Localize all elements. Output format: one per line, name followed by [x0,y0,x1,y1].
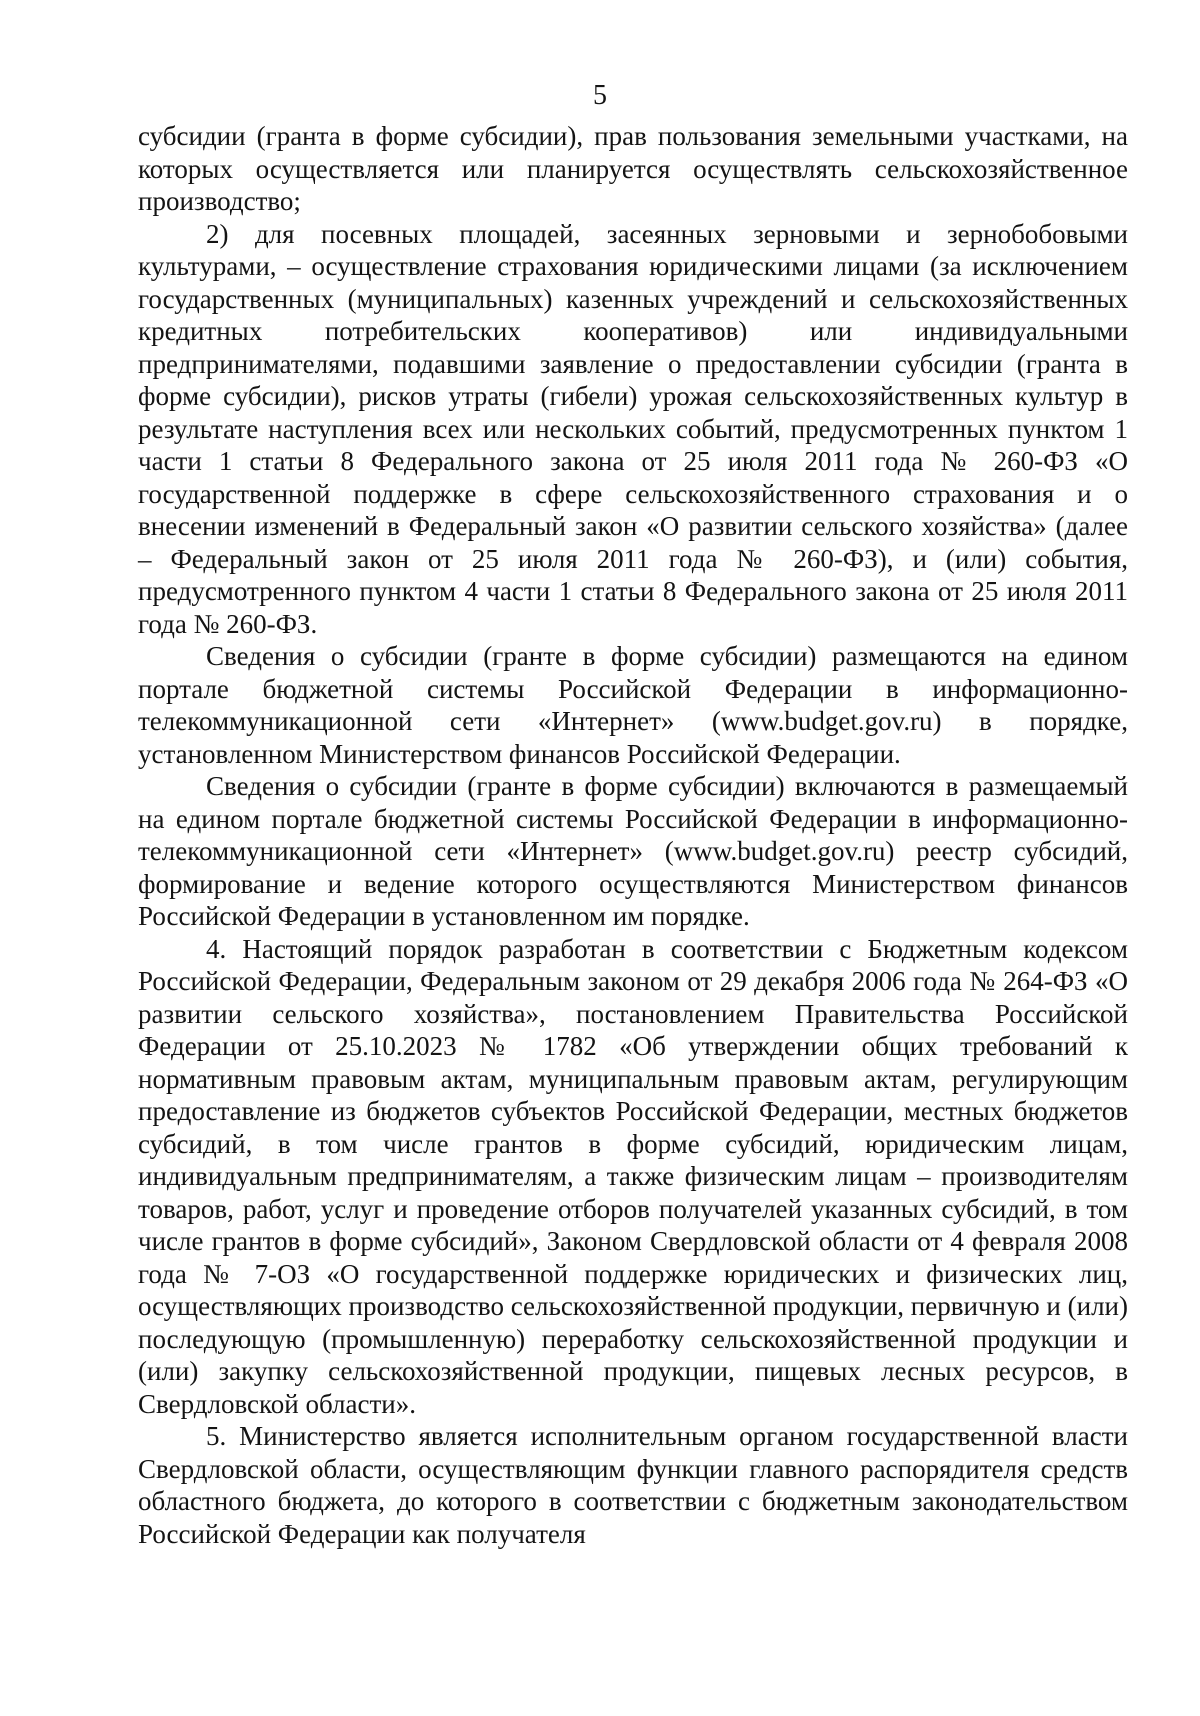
document-body [138,120,1128,1550]
paragraph-clause-5: 5. Министерство является исполнительным органом государственной власти Свердловской области, осуществляющим функции главного распорядителя средств областного бюджета, до которого в соответствии с бюджетным законодательством Российской Федерации как получателя [138,1421,1128,1549]
paragraph-continuation: субсидии (гранта в форме субсидии), прав пользования земельными участками, на которых осуществляется или планируется осуществлять сельскохозяйственное производство; [138,121,1128,216]
page-number: 5 [593,80,607,111]
paragraph-subsidy-registry: Сведения о субсидии (гранте в форме субсидии) включаются в размещаемый на едином портале бюджетной системы Российской Федерации в информационно-телекоммуникационной сети «Интернет» (www.budget.gov.ru) реестр субсидий, формирование и ведение которого осуществляются Министерством финансов Российской Федерации в установленном им порядке. [138,771,1128,931]
paragraph-budget-portal: Сведения о субсидии (гранте в форме субсидии) размещаются на едином портале бюджетной системы Российской Федерации в информационно-телекоммуникационной сети «Интернет» (www.budget.gov.ru) в порядке, установленном Министерством финансов Российской Федерации. [138,641,1128,769]
paragraph-clause-4: 4. Настоящий порядок разработан в соответствии с Бюджетным кодексом Российской Федерации, Федеральным законом от 29 декабря 2006 года № 264-ФЗ «О развитии сельского хозяйства», постановлением Правительства Российской Федерации от 25.10.2023 № 1782 «Об утверждении общих требований к нормативным правовым актам, муниципальным правовым актам, регулирующим предоставление из бюджетов субъектов Российской Федерации, местных бюджетов субсидий, в том числе грантов в форме субсидий, юридическим лицам, индивидуальным предпринимателям, а также физическим лицам – производителям товаров, работ, услуг и проведение отборов получателей указанных субсидий, в том числе грантов в форме субсидий», Законом Свердловской области от 4 февраля 2008 года № 7-ОЗ «О государственной поддержке юридических и физических лиц, осуществляющих производство сельскохозяйственной продукции, первичную и (или) последующую (промышленную) переработку сельскохозяйственной продукции и (или) закупку сельскохозяйственной продукции, пищевых лесных ресурсов, в Свердловской области». [138,933,1128,1419]
paragraph-item-2: 2) для посевных площадей, засеянных зерновыми и зернобобовыми культурами, – осуществление страхования юридическими лицами (за исключением государственных (муниципальных) казенных учреждений и сельскохозяйственных кредитных потребительских кооперативов) или индивидуальными предпринимателями, подавшими заявление о предоставлении субсидии (гранта в форме субсидии), рисков утраты (гибели) урожая сельскохозяйственных культур в результате наступления всех или нескольких событий, предусмотренных пунктом 1 части 1 статьи 8 Федерального закона от 25 июля 2011 года № 260-ФЗ «О государственной поддержке в сфере сельскохозяйственного страхования и о внесении изменений в Федеральный закон «О развитии сельского хозяйства» (далее – Федеральный закон от 25 июля 2011 года № 260-ФЗ), и (или) события, предусмотренного пунктом 4 части 1 статьи 8 Федерального закона от 25 июля 2011 года № 260-ФЗ. [138,218,1128,639]
